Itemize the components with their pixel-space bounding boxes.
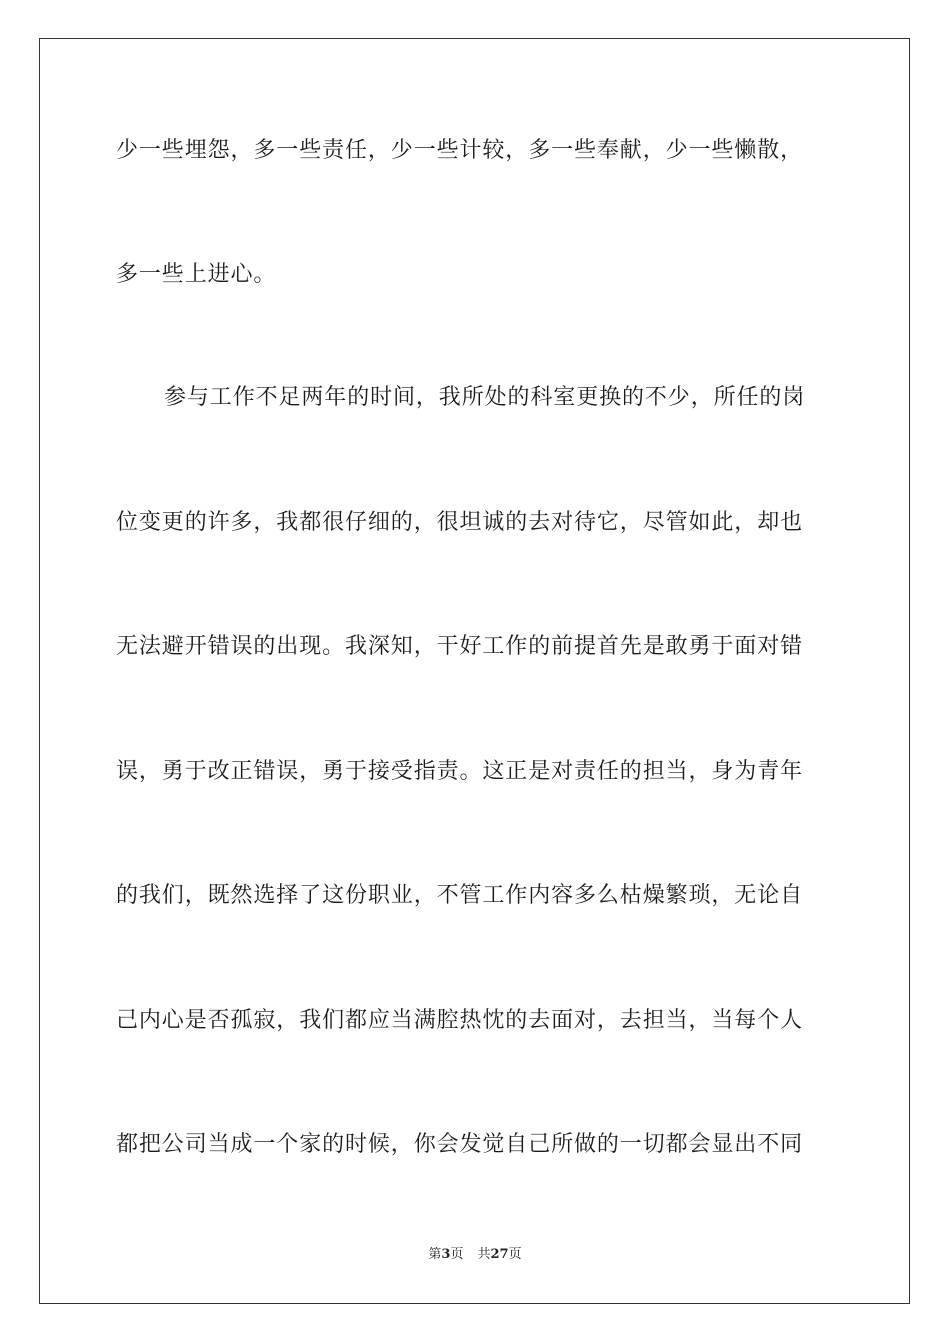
page-footer: [0, 1246, 950, 1264]
current-page-number: 3: [441, 1247, 451, 1262]
text-line-4: 位变更的许多，我都很仔细的，很坦诚的去对待它，尽管如此，却也: [116, 510, 804, 535]
text-line-1: 少一些埋怨，多一些责任，少一些计较，多一些奉献，少一些懒散，: [116, 138, 804, 163]
text-line-3: 参与工作不足两年的时间，我所处的科室更换的不少，所任的岗: [164, 385, 806, 410]
total-suffix: 页: [508, 1247, 522, 1262]
text-line-8: 己内心是否孤寂，我们都应当满腔热忱的去面对，去担当，当每个人: [116, 1008, 804, 1033]
page-suffix: 页: [450, 1247, 464, 1262]
text-line-7: 的我们，既然选择了这份职业，不管工作内容多么枯燥繁琐，无论自: [116, 883, 804, 908]
text-line-6: 误，勇于改正错误，勇于接受指责。这正是对责任的担当，身为青年: [116, 759, 804, 784]
page-prefix: 第: [428, 1247, 442, 1262]
total-prefix: 共: [477, 1247, 491, 1262]
page-border: [39, 38, 910, 1304]
text-line-9: 都把公司当成一个家的时候，你会发觉自己所做的一切都会显出不同: [116, 1132, 804, 1157]
text-line-2: 多一些上进心。: [116, 262, 277, 287]
text-line-5: 无法避开错误的出现。我深知，干好工作的前提首先是敢勇于面对错: [116, 634, 804, 659]
total-page-number: 27: [490, 1247, 509, 1262]
